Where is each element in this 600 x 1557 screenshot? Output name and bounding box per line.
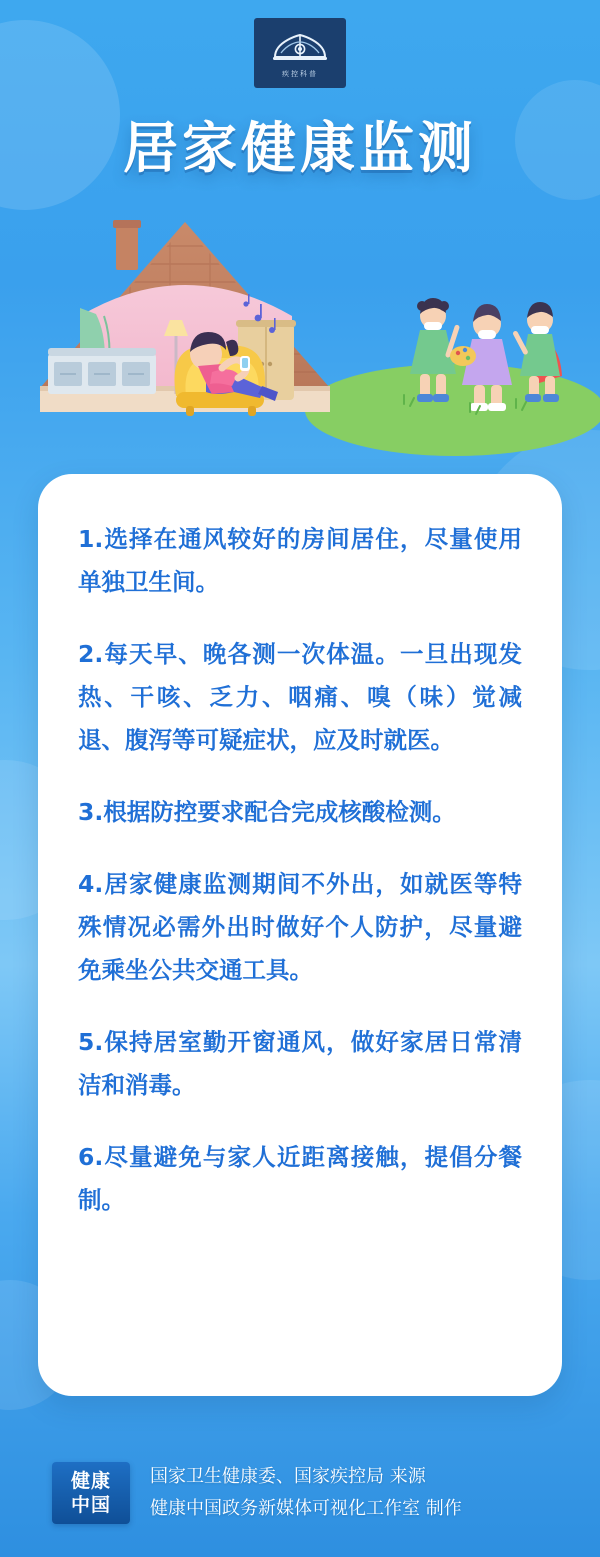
guideline-item: 4.居家健康监测期间不外出，如就医等特殊情况必需外出时做好个人防护，尽量避免乘坐公共交通工具。 bbox=[78, 870, 522, 984]
guidelines-card bbox=[38, 474, 562, 1396]
home-quarantine-illustration bbox=[0, 196, 600, 458]
logo-subtitle: 疾控科普 bbox=[282, 71, 318, 78]
badge-line-2: 中国 bbox=[70, 1494, 111, 1516]
guideline-item: 5.保持居室勤开窗通风，做好家居日常清洁和消毒。 bbox=[78, 1028, 522, 1099]
book-eye-icon bbox=[269, 27, 331, 67]
guideline-item: 3.根据防控要求配合完成核酸检测。 bbox=[78, 798, 456, 826]
guideline-item: 6.尽量避免与家人近距离接触，提倡分餐制。 bbox=[78, 1143, 522, 1214]
footer-source-line: 国家卫生健康委、国家疾控局 来源 bbox=[150, 1466, 426, 1487]
badge-line-1: 健康 bbox=[70, 1470, 111, 1492]
guideline-item: 2.每天早、晚各测一次体温。一旦出现发热、干咳、乏力、咽痛、嗅（味）觉减退、腹泻等可疑症状，应及时就医。 bbox=[78, 640, 522, 754]
footer bbox=[0, 1429, 600, 1557]
guideline-item: 1.选择在通风较好的房间居住，尽量使用单独卫生间。 bbox=[78, 525, 522, 596]
healthy-china-badge bbox=[52, 1462, 130, 1524]
brand-logo bbox=[254, 18, 346, 88]
footer-credits bbox=[150, 1461, 462, 1525]
page-title: 居家健康监测 bbox=[122, 116, 477, 180]
footer-producer-line: 健康中国政务新媒体可视化工作室 制作 bbox=[150, 1498, 462, 1519]
